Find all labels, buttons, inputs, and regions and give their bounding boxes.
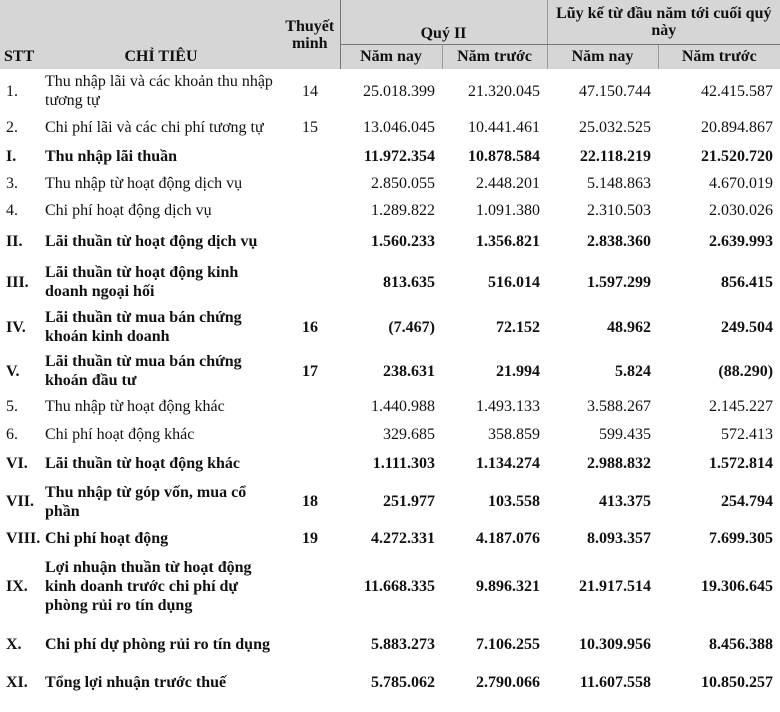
row-stt: VI. xyxy=(6,455,28,472)
row-stt: IV. xyxy=(6,318,26,336)
row-stt: II. xyxy=(6,233,23,250)
row-lk-nam-nay: 25.032.525 xyxy=(579,119,652,136)
row-quy-nam-truoc: 1.134.274 xyxy=(476,455,541,472)
row-quy-nam-truoc: 1.356.821 xyxy=(476,233,541,250)
row-label: Lãi thuần từ mua bán chứng khoán kinh doanh xyxy=(45,309,242,345)
row-quy-nam-nay: 2.850.055 xyxy=(371,175,435,192)
header-lk-nam-truoc: Năm trước xyxy=(658,44,780,69)
row-quy-nam-nay: 238.631 xyxy=(383,362,435,380)
row-lk-nam-nay: 5.148.863 xyxy=(587,175,652,192)
row-quy-nam-truoc: 4.187.076 xyxy=(476,529,541,547)
table-row xyxy=(0,224,780,259)
row-stt: 6. xyxy=(6,425,18,443)
row-lk-nam-truoc: (88.290) xyxy=(718,362,774,380)
row-stt: 1. xyxy=(6,82,18,100)
row-note: 14 xyxy=(302,82,318,100)
row-label: Thu nhập lãi và các khoản thu nhập tương tự xyxy=(45,73,273,109)
row-lk-nam-truoc: 2.145.227 xyxy=(709,398,774,415)
row-stt: VIII. xyxy=(6,529,41,547)
row-label: Chi phí hoạt động dịch vụ xyxy=(45,201,212,219)
table-row xyxy=(0,524,780,552)
row-quy-nam-truoc: 103.558 xyxy=(488,493,541,510)
table-row xyxy=(0,305,780,349)
row-stt: 2. xyxy=(6,119,18,136)
row-label: Lãi thuần từ mua bán chứng khoán đầu tư xyxy=(45,353,242,389)
row-lk-nam-truoc: 19.306.645 xyxy=(701,577,774,595)
row-lk-nam-truoc: 254.794 xyxy=(721,493,774,510)
row-stt: III. xyxy=(6,273,29,291)
row-note xyxy=(280,552,340,620)
row-quy-nam-truoc: 21.320.045 xyxy=(468,82,541,100)
row-note xyxy=(280,259,340,305)
row-lk-nam-nay: 2.310.503 xyxy=(587,201,652,219)
row-lk-nam-truoc: 4.670.019 xyxy=(709,175,774,192)
row-note: 15 xyxy=(302,119,318,136)
row-lk-nam-nay: 599.435 xyxy=(599,425,652,443)
row-note xyxy=(280,142,340,171)
row-lk-nam-truoc: 2.639.993 xyxy=(709,233,774,250)
header-quy-nam-truoc: Năm trước xyxy=(442,44,547,69)
header-quy-nam-nay: Năm nay xyxy=(340,44,442,69)
row-stt: 5. xyxy=(6,398,18,415)
header-quy: Quý II xyxy=(340,0,547,44)
header-lk-nam-nay: Năm nay xyxy=(547,44,658,69)
row-stt: IX. xyxy=(6,577,28,595)
row-lk-nam-nay: 5.824 xyxy=(615,362,652,380)
row-quy-nam-nay: 251.977 xyxy=(383,493,435,510)
table-row xyxy=(0,142,780,171)
row-stt: I. xyxy=(6,148,17,165)
row-quy-nam-nay: 11.972.354 xyxy=(363,148,435,165)
row-note: 16 xyxy=(302,318,318,336)
row-lk-nam-truoc: 10.850.257 xyxy=(701,673,774,691)
row-lk-nam-truoc: 1.572.814 xyxy=(709,455,774,472)
row-quy-nam-truoc: 10.441.461 xyxy=(468,119,541,136)
table-row xyxy=(0,393,780,420)
row-lk-nam-nay: 413.375 xyxy=(599,493,652,510)
table-row xyxy=(0,620,780,668)
row-lk-nam-truoc: 20.894.867 xyxy=(701,119,774,136)
table-row xyxy=(0,196,780,224)
row-stt: 3. xyxy=(6,175,18,192)
table-row xyxy=(0,69,780,113)
row-quy-nam-truoc: 1.091.380 xyxy=(476,201,541,219)
row-lk-nam-truoc: 572.413 xyxy=(721,425,774,443)
row-lk-nam-nay: 8.093.357 xyxy=(587,529,652,547)
row-lk-nam-nay: 48.962 xyxy=(607,318,652,336)
row-lk-nam-nay: 3.588.267 xyxy=(587,398,652,415)
row-stt: V. xyxy=(6,362,20,380)
row-note xyxy=(280,393,340,420)
row-stt: VII. xyxy=(6,493,35,510)
row-quy-nam-nay: 25.018.399 xyxy=(363,82,435,100)
table-row xyxy=(0,479,780,524)
row-lk-nam-truoc: 249.504 xyxy=(721,318,774,336)
header-chi-tieu: CHỈ TIÊU xyxy=(42,0,280,69)
row-lk-nam-nay: 1.597.299 xyxy=(587,273,652,291)
row-quy-nam-truoc: 21.994 xyxy=(496,362,541,380)
table-row xyxy=(0,420,780,448)
row-quy-nam-truoc: 7.106.255 xyxy=(476,635,541,653)
row-label: Lãi thuần từ hoạt động khác xyxy=(45,455,240,472)
header-thuyet-minh: Thuyết minh xyxy=(280,0,340,69)
row-label: Lợi nhuận thuần từ hoạt động kinh doanh trước chi phí dự phòng rủi ro tín dụng xyxy=(45,558,252,614)
row-quy-nam-nay: 329.685 xyxy=(383,425,435,443)
row-quy-nam-nay: 813.635 xyxy=(383,273,435,291)
row-label: Chi phí hoạt động xyxy=(45,529,169,547)
row-quy-nam-truoc: 1.493.133 xyxy=(476,398,541,415)
header-stt: STT xyxy=(0,0,42,69)
row-label: Lãi thuần từ hoạt động dịch vụ xyxy=(45,233,258,250)
row-note xyxy=(280,620,340,668)
row-note: 17 xyxy=(302,362,318,380)
row-label: Tổng lợi nhuận trước thuế xyxy=(45,673,227,691)
row-lk-nam-truoc: 8.456.388 xyxy=(709,635,774,653)
row-quy-nam-truoc: 2.448.201 xyxy=(476,175,541,192)
row-quy-nam-truoc: 2.790.066 xyxy=(476,673,541,691)
row-lk-nam-nay: 2.988.832 xyxy=(587,455,652,472)
row-note: 19 xyxy=(302,529,318,547)
row-note: 18 xyxy=(302,493,318,510)
row-note xyxy=(280,196,340,224)
table-row xyxy=(0,171,780,196)
row-lk-nam-nay: 11.607.558 xyxy=(579,673,652,691)
row-label: Chi phí hoạt động khác xyxy=(45,425,195,443)
table-row xyxy=(0,448,780,479)
row-lk-nam-nay: 10.309.956 xyxy=(579,635,652,653)
row-note xyxy=(280,668,340,696)
row-label: Chi phí dự phòng rủi ro tín dụng xyxy=(45,635,270,653)
table-row xyxy=(0,349,780,393)
row-lk-nam-nay: 21.917.514 xyxy=(579,577,652,595)
header-luy-ke: Lũy kế từ đầu năm tới cuối quý này xyxy=(547,0,780,44)
row-lk-nam-truoc: 856.415 xyxy=(721,273,774,291)
row-quy-nam-nay: 11.668.335 xyxy=(363,577,435,595)
row-label: Lãi thuần từ hoạt động kinh doanh ngoại hối xyxy=(45,264,239,300)
table-row xyxy=(0,259,780,305)
row-lk-nam-truoc: 2.030.026 xyxy=(709,201,774,219)
row-note xyxy=(280,171,340,196)
row-quy-nam-truoc: 358.859 xyxy=(488,425,541,443)
row-lk-nam-truoc: 21.520.720 xyxy=(701,148,774,165)
row-quy-nam-nay: (7.467) xyxy=(388,318,435,336)
table-row xyxy=(0,552,780,620)
row-lk-nam-nay: 47.150.744 xyxy=(579,82,652,100)
row-quy-nam-nay: 4.272.331 xyxy=(371,529,435,547)
row-quy-nam-nay: 13.046.045 xyxy=(363,119,435,136)
row-quy-nam-truoc: 10.878.584 xyxy=(468,148,541,165)
table-row xyxy=(0,668,780,696)
table-row xyxy=(0,113,780,142)
row-quy-nam-nay: 1.111.303 xyxy=(372,455,435,472)
row-stt: XI. xyxy=(6,673,28,691)
row-note xyxy=(280,448,340,479)
row-note xyxy=(280,420,340,448)
row-quy-nam-nay: 1.289.822 xyxy=(371,201,435,219)
row-label: Thu nhập lãi thuần xyxy=(45,148,178,165)
row-stt: 4. xyxy=(6,201,18,219)
row-note xyxy=(280,224,340,259)
row-label: Thu nhập từ hoạt động khác xyxy=(45,398,225,415)
row-label: Thu nhập từ góp vốn, mua cổ phần xyxy=(45,483,247,520)
row-quy-nam-nay: 1.440.988 xyxy=(371,398,435,415)
row-quy-nam-truoc: 516.014 xyxy=(488,273,541,291)
row-quy-nam-nay: 5.785.062 xyxy=(371,673,435,691)
row-label: Thu nhập từ hoạt động dịch vụ xyxy=(45,175,243,192)
row-stt: X. xyxy=(6,635,22,653)
row-lk-nam-truoc: 42.415.587 xyxy=(701,82,774,100)
row-quy-nam-nay: 1.560.233 xyxy=(371,233,435,250)
row-quy-nam-truoc: 72.152 xyxy=(496,318,541,336)
row-lk-nam-nay: 2.838.360 xyxy=(587,233,652,250)
row-label: Chi phí lãi và các chi phí tương tự xyxy=(45,119,264,136)
row-quy-nam-truoc: 9.896.321 xyxy=(476,577,541,595)
row-lk-nam-truoc: 7.699.305 xyxy=(709,529,774,547)
row-lk-nam-nay: 22.118.219 xyxy=(579,148,652,165)
row-quy-nam-nay: 5.883.273 xyxy=(371,635,435,653)
